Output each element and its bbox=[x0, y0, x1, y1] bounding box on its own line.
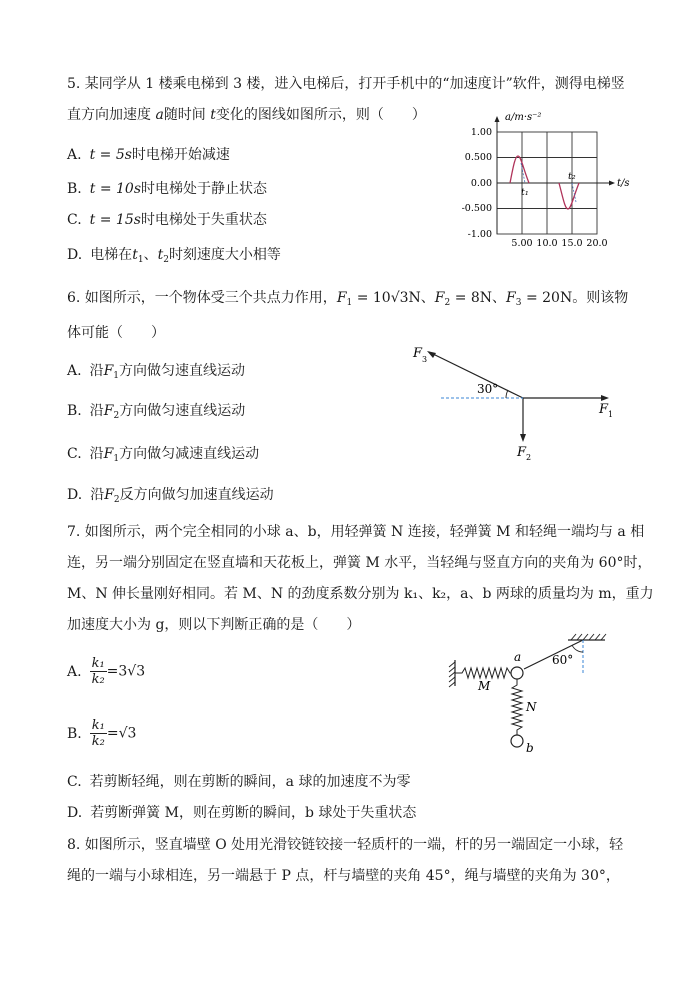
f2-label-sub: 2 bbox=[526, 453, 532, 462]
q7-spring-diagram bbox=[440, 628, 615, 758]
q7-stem-line1: 7. 如图所示，两个完全相同的小球 a、b，用轻弹簧 N 连接，轻弹簧 M 和轻绳一端均与 a 相 bbox=[67, 524, 645, 540]
q6-option-c[interactable]: C. 沿$F_1$方向做匀减速直线运动 bbox=[67, 446, 260, 464]
xtick: 20.0 bbox=[586, 238, 608, 249]
ball-b bbox=[511, 735, 523, 747]
ytick: 0.00 bbox=[470, 178, 492, 189]
q6-option-a[interactable]: A. 沿$F_1$方向做匀速直线运动 bbox=[67, 363, 246, 381]
q5-option-a[interactable]: A. t = 5s时电梯开始减速 bbox=[67, 147, 230, 163]
xtick: 5.00 bbox=[511, 238, 533, 249]
spring-m bbox=[455, 668, 511, 678]
spring-m-label: M bbox=[478, 679, 491, 693]
q8-stem-line2: 绳的一端与小球相连，另一端悬于 P 点，杆与墙壁的夹角 45°，绳与墙壁的夹角为 30°， bbox=[67, 868, 620, 884]
q7-stem-line4: 加速度大小为 g，则以下判断正确的是（ ） bbox=[67, 617, 361, 633]
f2-label: F bbox=[517, 445, 527, 460]
q7-option-d[interactable]: D. 若剪断弹簧 M，则在剪断的瞬间，b 球处于失重状态 bbox=[67, 805, 417, 821]
ytick: 1.00 bbox=[470, 127, 492, 138]
q5-option-c[interactable]: C. t = 15s时电梯处于失重状态 bbox=[67, 212, 267, 228]
q6-force-diagram bbox=[405, 335, 625, 465]
xtick: 15.0 bbox=[561, 238, 583, 249]
q5-acceleration-graph bbox=[455, 108, 655, 258]
wall-hatch bbox=[449, 662, 455, 687]
f3-label-sub: 3 bbox=[422, 355, 428, 364]
spring-n-label: N bbox=[526, 700, 537, 714]
xtick: 10.0 bbox=[536, 238, 558, 249]
q7-option-b[interactable]: B. $\frac{\text{k₁}}{\text{k₂}}$ =√3 bbox=[67, 718, 137, 749]
q6-stem-line1: 6. 如图所示，一个物体受三个共点力作用，$F_1 = 10√3N$、$F_2 = 8N$、$F_3 = 20N$。则该物 bbox=[67, 290, 629, 308]
q7-stem-line3: M、N 伸长量刚好相同。若 M、N 的劲度系数分别为 k₁、k₂，a、b 两球的质量均为 m，重力 bbox=[67, 586, 654, 602]
f2-arrowhead bbox=[520, 434, 526, 442]
f3-label: F bbox=[413, 346, 423, 361]
a-axis-arrow bbox=[495, 116, 500, 122]
ball-b-label: b bbox=[526, 741, 534, 755]
f1-label: F bbox=[599, 402, 609, 417]
graph-xlabel: t/s bbox=[617, 178, 630, 189]
angle-label: 30° bbox=[477, 382, 499, 396]
f1-arrowhead bbox=[601, 395, 609, 401]
q6-option-b[interactable]: B. 沿$F_2$方向做匀速直线运动 bbox=[67, 403, 246, 421]
q8-stem-line1: 8. 如图所示，竖直墙壁 O 处用光滑铰链铰接一轻质杆的一端，杆的另一端固定一小球，轻 bbox=[67, 837, 624, 853]
q7-stem-line2: 连，另一端分别固定在竖直墙和天花板上，弹簧 M 水平，当轻绳与竖直方向的夹角为 60°时， bbox=[67, 555, 652, 571]
t1-label: t₁ bbox=[521, 187, 529, 198]
graph-ylabel: a/m·s⁻² bbox=[505, 112, 542, 123]
q5-stem-line2: 直方向加速度 a随时间 t变化的图线如图所示，则（ ） bbox=[67, 107, 426, 123]
q6-option-d[interactable]: D. 沿$F_2$反方向做匀加速直线运动 bbox=[67, 487, 274, 505]
fraction: $\frac{\text{k₁}}{\text{k₂}}$ bbox=[91, 718, 105, 749]
positive-pulse-curve bbox=[510, 156, 529, 183]
q5-stem-line1: 5. 某同学从 1 楼乘电梯到 3 楼，进入电梯后，打开手机中的“加速度计”软件，测得电梯竖 bbox=[67, 76, 625, 92]
t-axis-arrow bbox=[609, 181, 615, 186]
angle-arc bbox=[506, 390, 508, 398]
negative-pulse-curve bbox=[559, 183, 579, 209]
angle-arc bbox=[572, 645, 583, 652]
fraction: $\frac{\text{k₁}}{\text{k₂}}$ bbox=[91, 656, 105, 687]
ball-a-label: a bbox=[514, 650, 522, 664]
q6-stem-line2: 体可能（ ） bbox=[67, 325, 165, 341]
angle-label: 60° bbox=[552, 653, 574, 667]
f3-arrowhead bbox=[427, 351, 436, 358]
ceiling-hatch bbox=[571, 634, 606, 640]
t2-label: t₂ bbox=[568, 171, 576, 182]
ytick: 0.500 bbox=[464, 152, 492, 163]
ytick: -0.500 bbox=[461, 203, 492, 214]
q5-option-d[interactable]: D. 电梯在$t_1$、$t_2$时刻速度大小相等 bbox=[67, 247, 281, 265]
q5-option-b[interactable]: B. t = 10s时电梯处于静止状态 bbox=[67, 181, 268, 197]
f3-vector bbox=[429, 352, 523, 398]
ytick: -1.00 bbox=[467, 229, 492, 240]
q7-option-c[interactable]: C. 若剪断轻绳，则在剪断的瞬间，a 球的加速度不为零 bbox=[67, 774, 411, 790]
spring-n bbox=[512, 679, 522, 735]
f1-label-sub: 1 bbox=[608, 410, 614, 419]
ball-a bbox=[511, 667, 523, 679]
q7-option-a[interactable]: A. $\frac{\text{k₁}}{\text{k₂}}$ =3√3 bbox=[67, 656, 146, 687]
